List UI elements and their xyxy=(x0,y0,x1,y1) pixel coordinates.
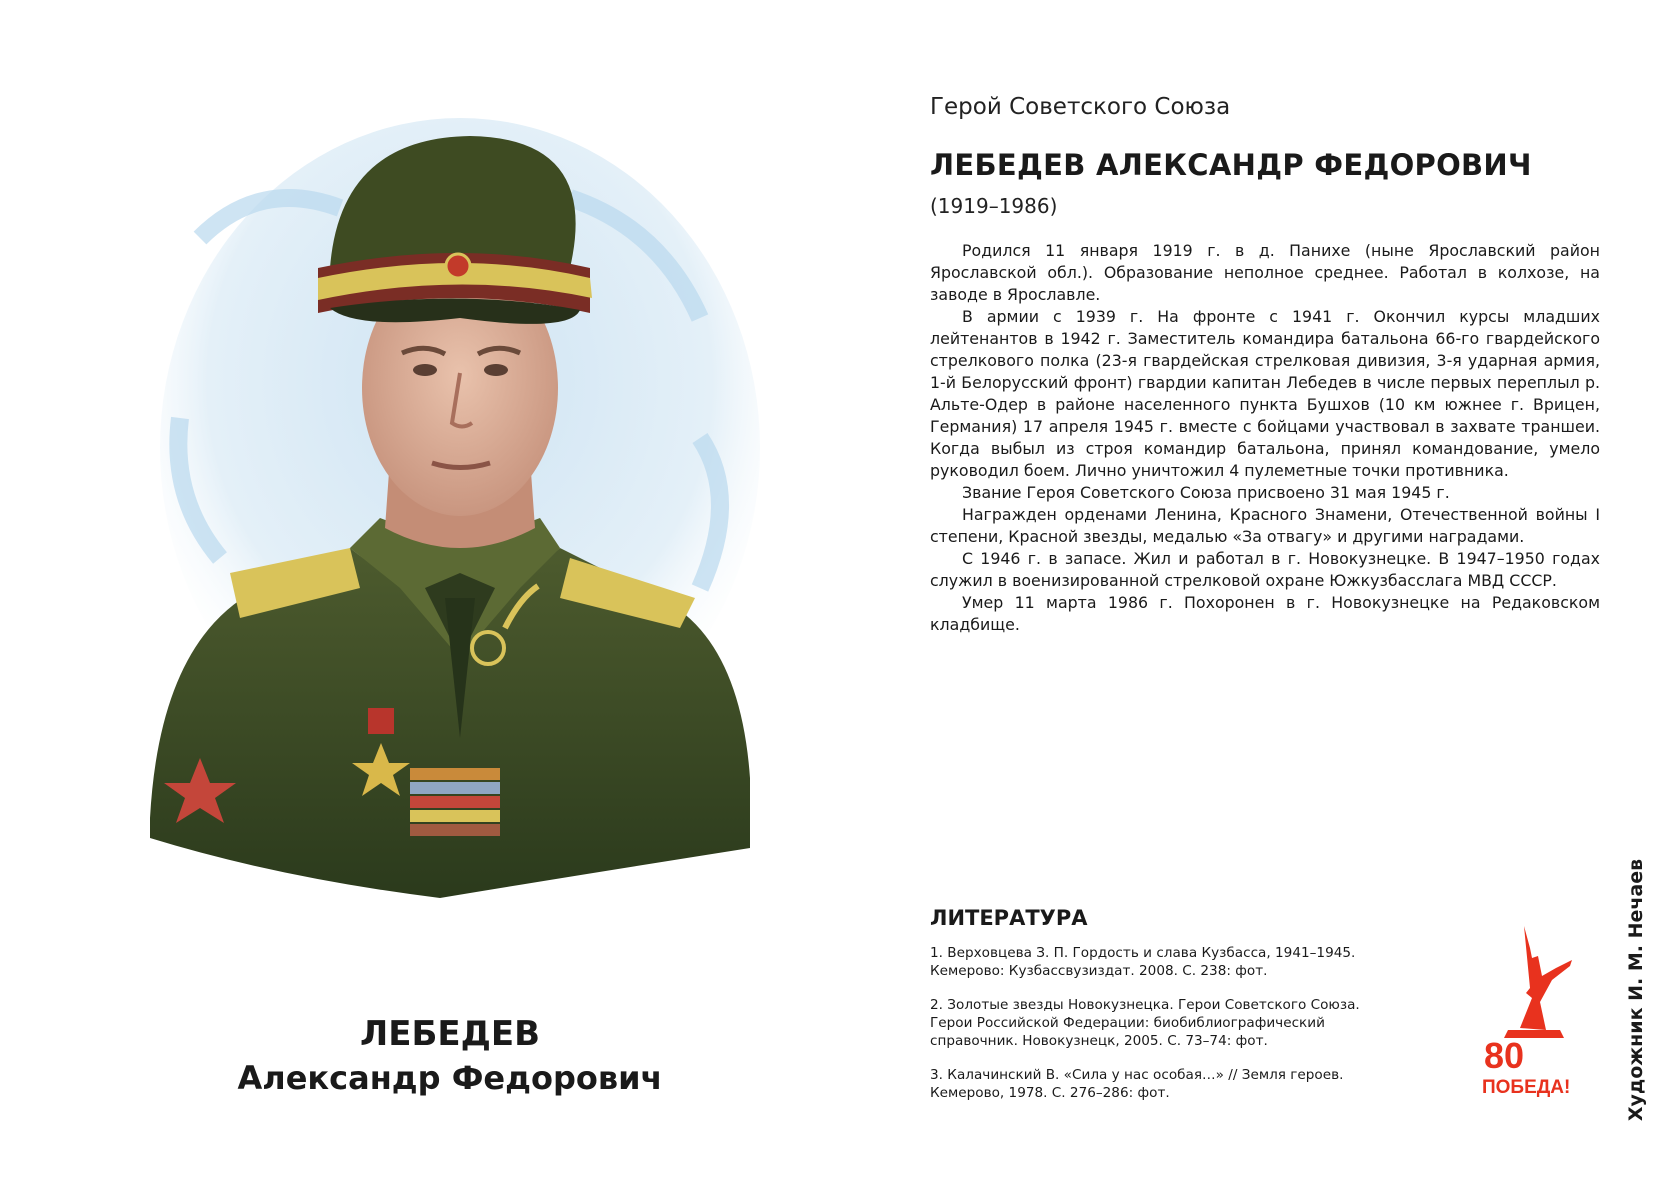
bio-paragraph: В армии с 1939 г. На фронте с 1941 г. Окончил курсы младших лейтенантов в 1942 г. Заместитель командира батальона 66-го гвардейского стрелкового полка (23-я гвардейская стрелковая дивизия, 3-я ударная армия, 1-й Белорусский фронт) гвардии капитан Лебедев в числе первых переплыл р. Альте-Одер в районе населенного пункта Бушхов (10 км южнее г. Врицен, Германия) 17 апреля 1945 г. вместе с бойцами участвовал в захвате траншеи. Когда выбыл из строя командир батальона, принял командование, умело руководил боем. Лично уничтожил 4 пулеметные точки противника. xyxy=(930,307,1600,480)
portrait-painting-icon xyxy=(140,118,760,948)
caption-given-name: Александр Федорович xyxy=(237,1059,663,1097)
hero-category: Герой Советского Союза xyxy=(930,94,1231,120)
biography-text xyxy=(930,240,1600,636)
victory-80-logo-icon xyxy=(1480,918,1590,1098)
page-title: ЛЕБЕДЕВ АЛЕКСАНДР ФЕДОРОВИЧ xyxy=(930,148,1532,182)
life-years: (1919–1986) xyxy=(930,194,1058,218)
logo-statue-shape xyxy=(1520,926,1572,1030)
literature-item: 1. Верховцева З. П. Гордость и слава Кузбасса, 1941–1945. Кемерово: Кузбассвузиздат. 2008. С. 238: фот. xyxy=(930,945,1356,979)
literature-heading: ЛИТЕРАТУРА xyxy=(930,906,1088,930)
bio-paragraph: Умер 11 марта 1986 г. Похоронен в г. Новокузнецке на Редаковском кладбище. xyxy=(930,593,1600,634)
portrait-caption xyxy=(140,1012,760,1100)
caption-surname: ЛЕБЕДЕВ xyxy=(359,1014,541,1054)
literature-item: 3. Калачинский В. «Сила у нас особая…» // Земля героев. Кемерово, 1978. С. 276–286: фот. xyxy=(930,1067,1344,1101)
logo-word: ПОБЕДА! xyxy=(1482,1077,1571,1098)
bio-paragraph: С 1946 г. в запасе. Жил и работал в г. Новокузнецке. В 1947–1950 годах служил в военизированной стрелковой охране Южкузбасслага МВД СССР. xyxy=(930,549,1600,590)
literature-list xyxy=(930,944,1400,1118)
bio-paragraph: Награжден орденами Ленина, Красного Знамени, Отечественной войны I степени, Красной звезды, медалью «За отвагу» и другими наградами. xyxy=(930,505,1600,546)
portrait-painting xyxy=(140,118,760,948)
literature-item: 2. Золотые звезды Новокузнецка. Герои Советского Союза. Герои Российской Федерации: биобиблиографический справочник. Новокузнецк, 2005. С. 73–74: фот. xyxy=(930,997,1360,1049)
logo-number: 80 xyxy=(1484,1035,1525,1076)
victory-80-logo xyxy=(1480,918,1590,1098)
bio-paragraph: Родился 11 января 1919 г. в д. Панихе (ныне Ярославский район Ярославской обл.). Образование неполное среднее. Работал в колхозе, на заводе в Ярославле. xyxy=(930,241,1600,304)
bio-paragraph: Звание Героя Советского Союза присвоено 31 мая 1945 г. xyxy=(962,483,1450,502)
artist-credit: Художник И. М. Нечаев xyxy=(1625,858,1647,1122)
